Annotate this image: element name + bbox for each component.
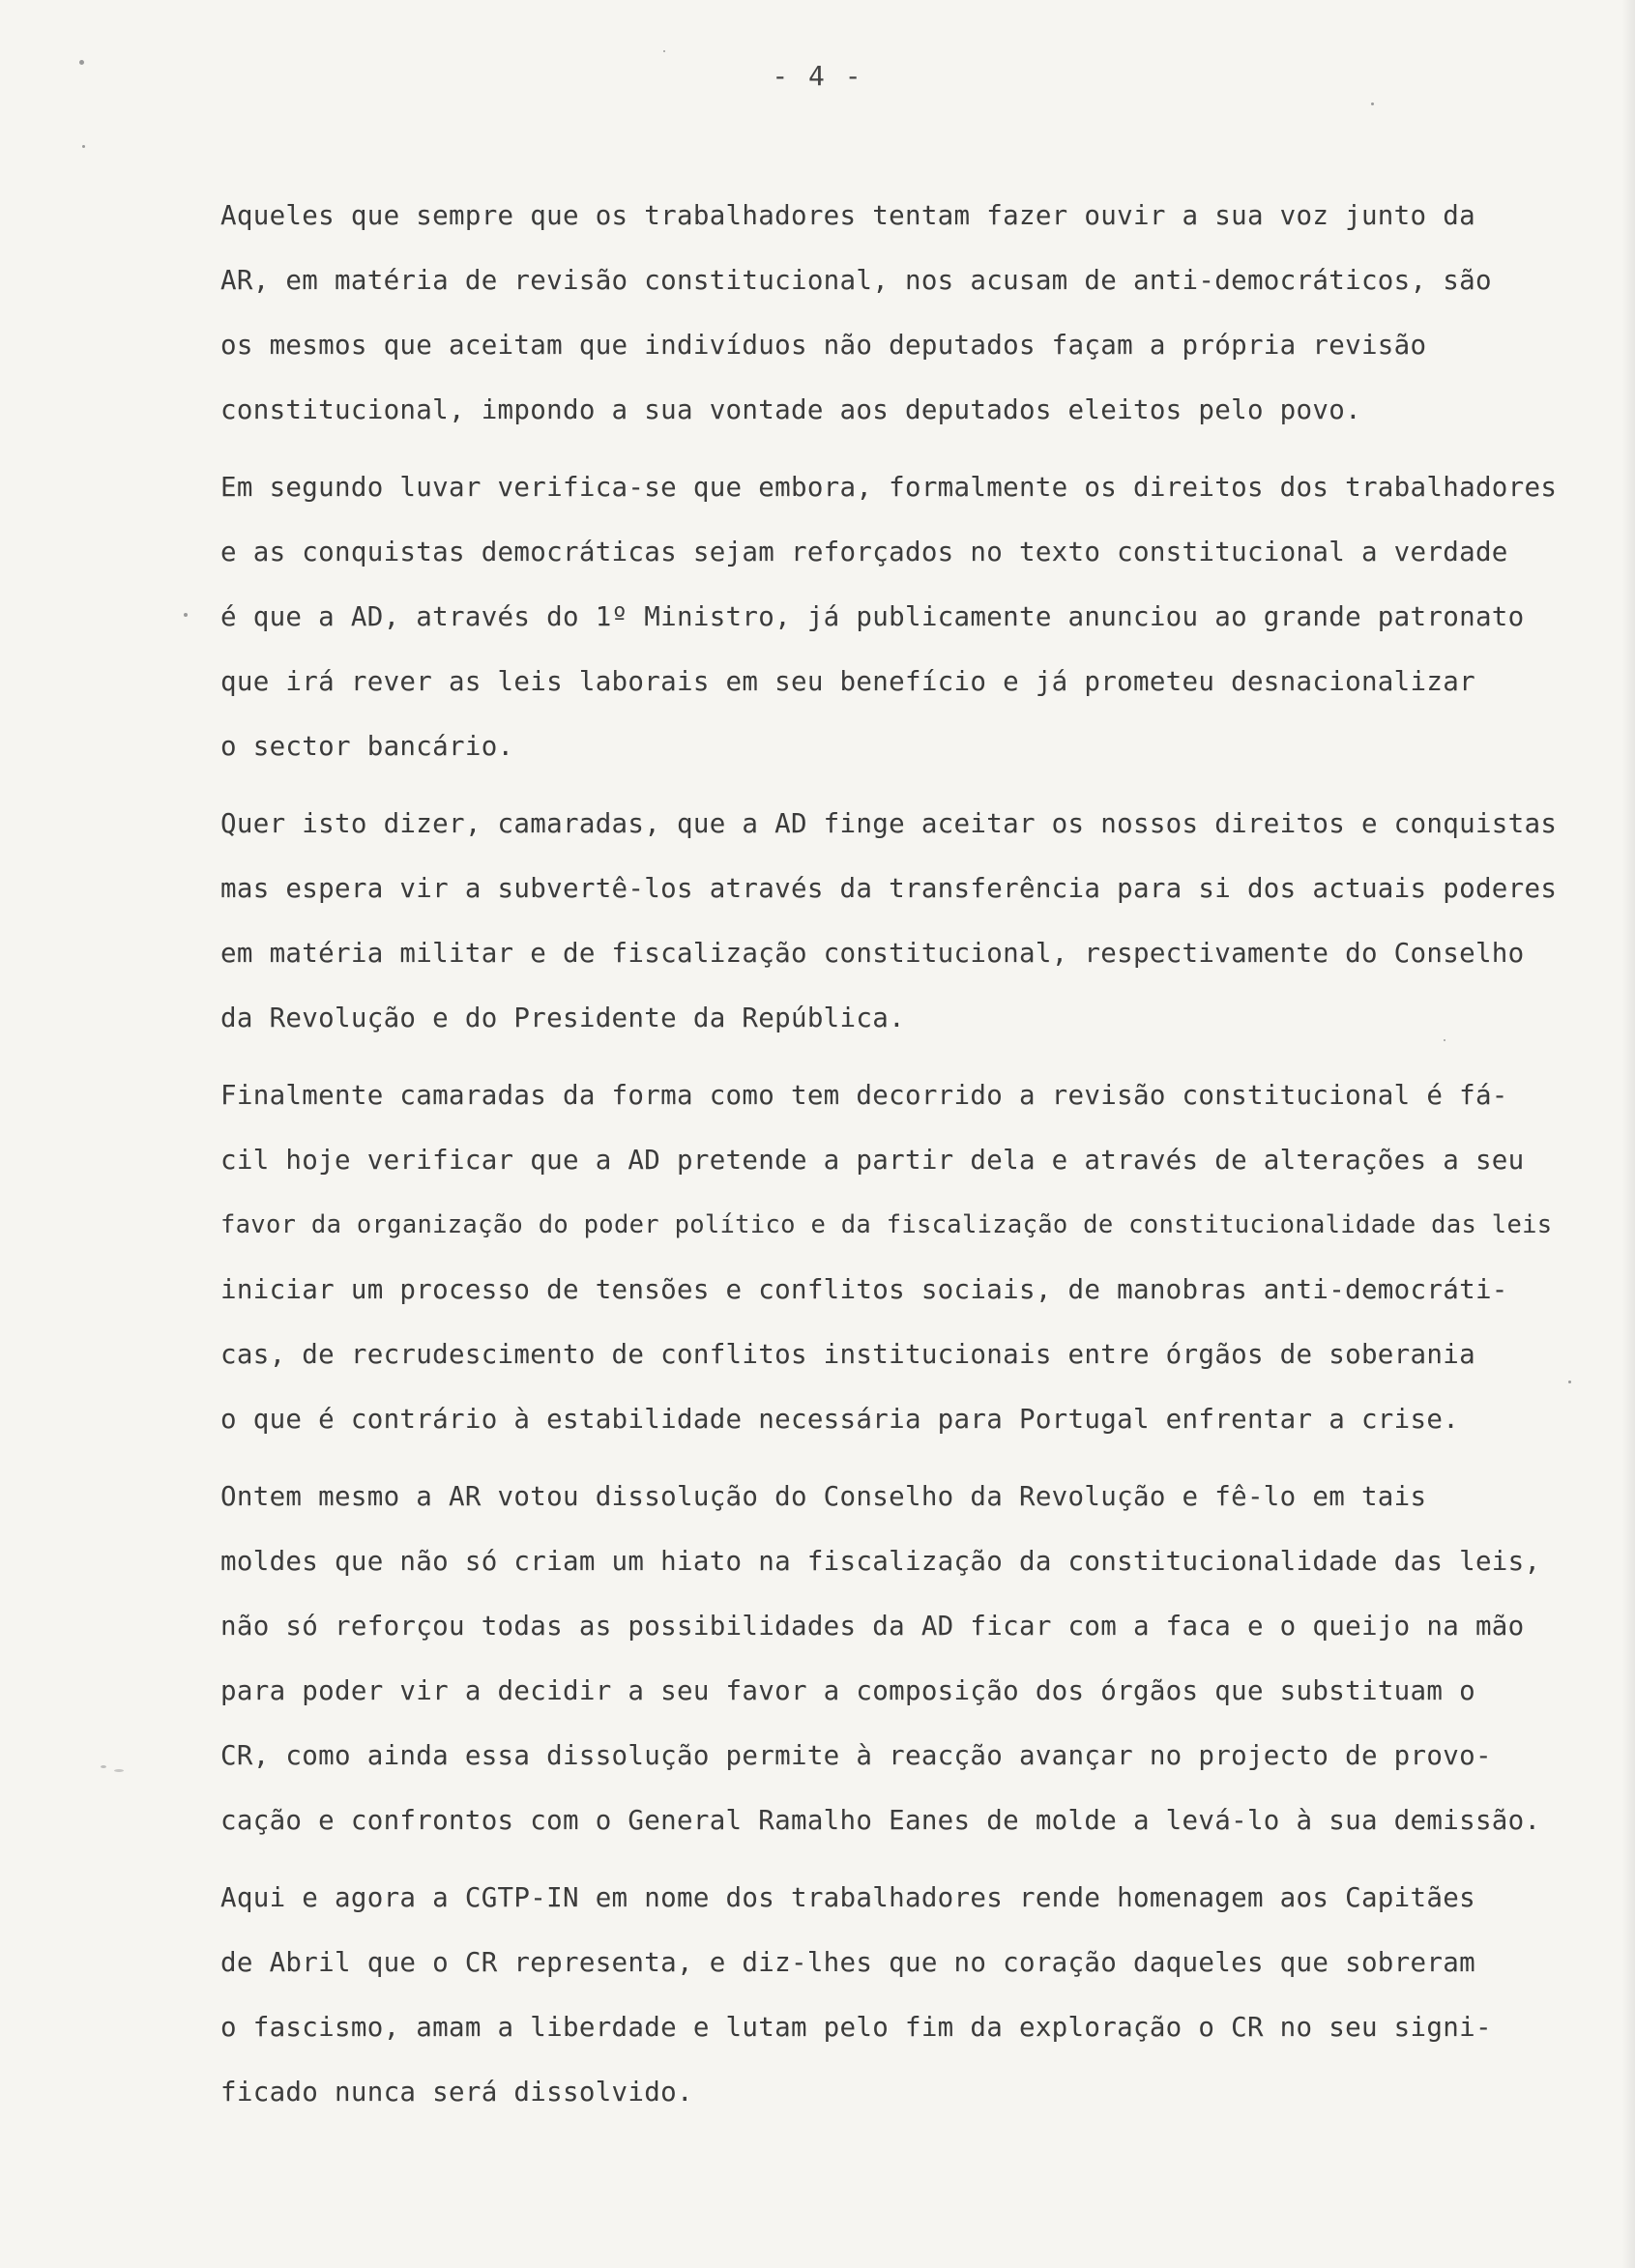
scan-speck [1371, 102, 1374, 105]
text-line: constitucional, impondo a sua vontade aos deputados eleitos pelo povo. [220, 394, 1361, 425]
text-line: Finalmente camaradas da forma como tem decorrido a revisão constitucional é fá- [220, 1080, 1508, 1111]
paragraph [220, 1063, 1574, 1452]
text-line: cil hoje verificar que a AD pretende a partir dela e através de alterações a seu [220, 1145, 1525, 1176]
paragraph [220, 1866, 1574, 2125]
text-line: da Revolução e do Presidente da República. [220, 1003, 905, 1033]
scan-speck [663, 50, 665, 52]
text-line: os mesmos que aceitam que indivíduos não deputados façam a própria revisão [220, 330, 1427, 361]
page-edge-shadow [1621, 0, 1635, 2268]
text-line: para poder vir a decidir a seu favor a composição dos órgãos que substituam o [220, 1675, 1475, 1706]
text-line: não só reforçou todas as possibilidades da AD ficar com a faca e o queijo na mão [220, 1611, 1525, 1642]
paragraph [220, 792, 1574, 1051]
text-line: Aqueles que sempre que os trabalhadores tentam fazer ouvir a sua voz junto da [220, 200, 1475, 231]
paragraph [220, 1465, 1574, 1853]
text-line: moldes que não só criam um hiato na fiscalização da constitucionalidade das leis, [220, 1546, 1541, 1577]
paragraph [220, 184, 1574, 443]
text-line: o fascismo, amam a liberdade e lutam pelo fim da exploração o CR no seu signi- [220, 2012, 1492, 2043]
text-line: AR, em matéria de revisão constitucional, nos acusam de anti-democráticos, são [220, 265, 1492, 296]
text-line: mas espera vir a subvertê-los através da transferência para si dos actuais poderes [220, 873, 1558, 904]
scan-speck [82, 145, 85, 148]
paragraph [220, 455, 1574, 779]
text-line: em matéria militar e de fiscalização constitucional, respectivamente do Conselho [220, 938, 1525, 969]
text-line: Quer isto dizer, camaradas, que a AD finge aceitar os nossos direitos e conquistas [220, 808, 1558, 839]
scan-speck [114, 1769, 124, 1772]
text-line: cação e confrontos com o General Ramalho Eanes de molde a levá-lo à sua demissão. [220, 1805, 1541, 1836]
text-line: é que a AD, através do 1º Ministro, já publicamente anunciou ao grande patronato [220, 601, 1525, 632]
text-line: Aqui e agora a CGTP-IN em nome dos trabalhadores rende homenagem aos Capitães [220, 1882, 1475, 1913]
text-line: CR, como ainda essa dissolução permite à reacção avançar no projecto de provo- [220, 1740, 1492, 1771]
text-line: de Abril que o CR representa, e diz-lhes que no coração daqueles que sobreram [220, 1947, 1475, 1978]
text-line: e as conquistas democráticas sejam reforçados no texto constitucional a verdade [220, 537, 1508, 567]
scan-speck [101, 1765, 106, 1768]
text-line: que irá rever as leis laborais em seu benefício e já prometeu desnacionalizar [220, 666, 1475, 697]
body-text [220, 184, 1574, 2137]
text-line: o sector bancário. [220, 731, 514, 762]
scan-speck [184, 613, 188, 617]
text-line: cas, de recrudescimento de conflitos institucionais entre órgãos de soberania [220, 1339, 1475, 1370]
text-line: Ontem mesmo a AR votou dissolução do Conselho da Revolução e fê-lo em tais [220, 1481, 1427, 1512]
text-line: Em segundo luvar verifica-se que embora, formalmente os direitos dos trabalhadores [220, 472, 1558, 503]
text-line: iniciar um processo de tensões e conflitos sociais, de manobras anti-democráti- [220, 1274, 1508, 1305]
text-line: ficado nunca será dissolvido. [220, 2077, 693, 2108]
page-number: - 4 - [772, 60, 863, 92]
text-line: favor da organização do poder político e da fiscalização de constitucionalidade das leis [220, 1210, 1553, 1239]
text-line: o que é contrário à estabilidade necessária para Portugal enfrentar a crise. [220, 1404, 1460, 1435]
